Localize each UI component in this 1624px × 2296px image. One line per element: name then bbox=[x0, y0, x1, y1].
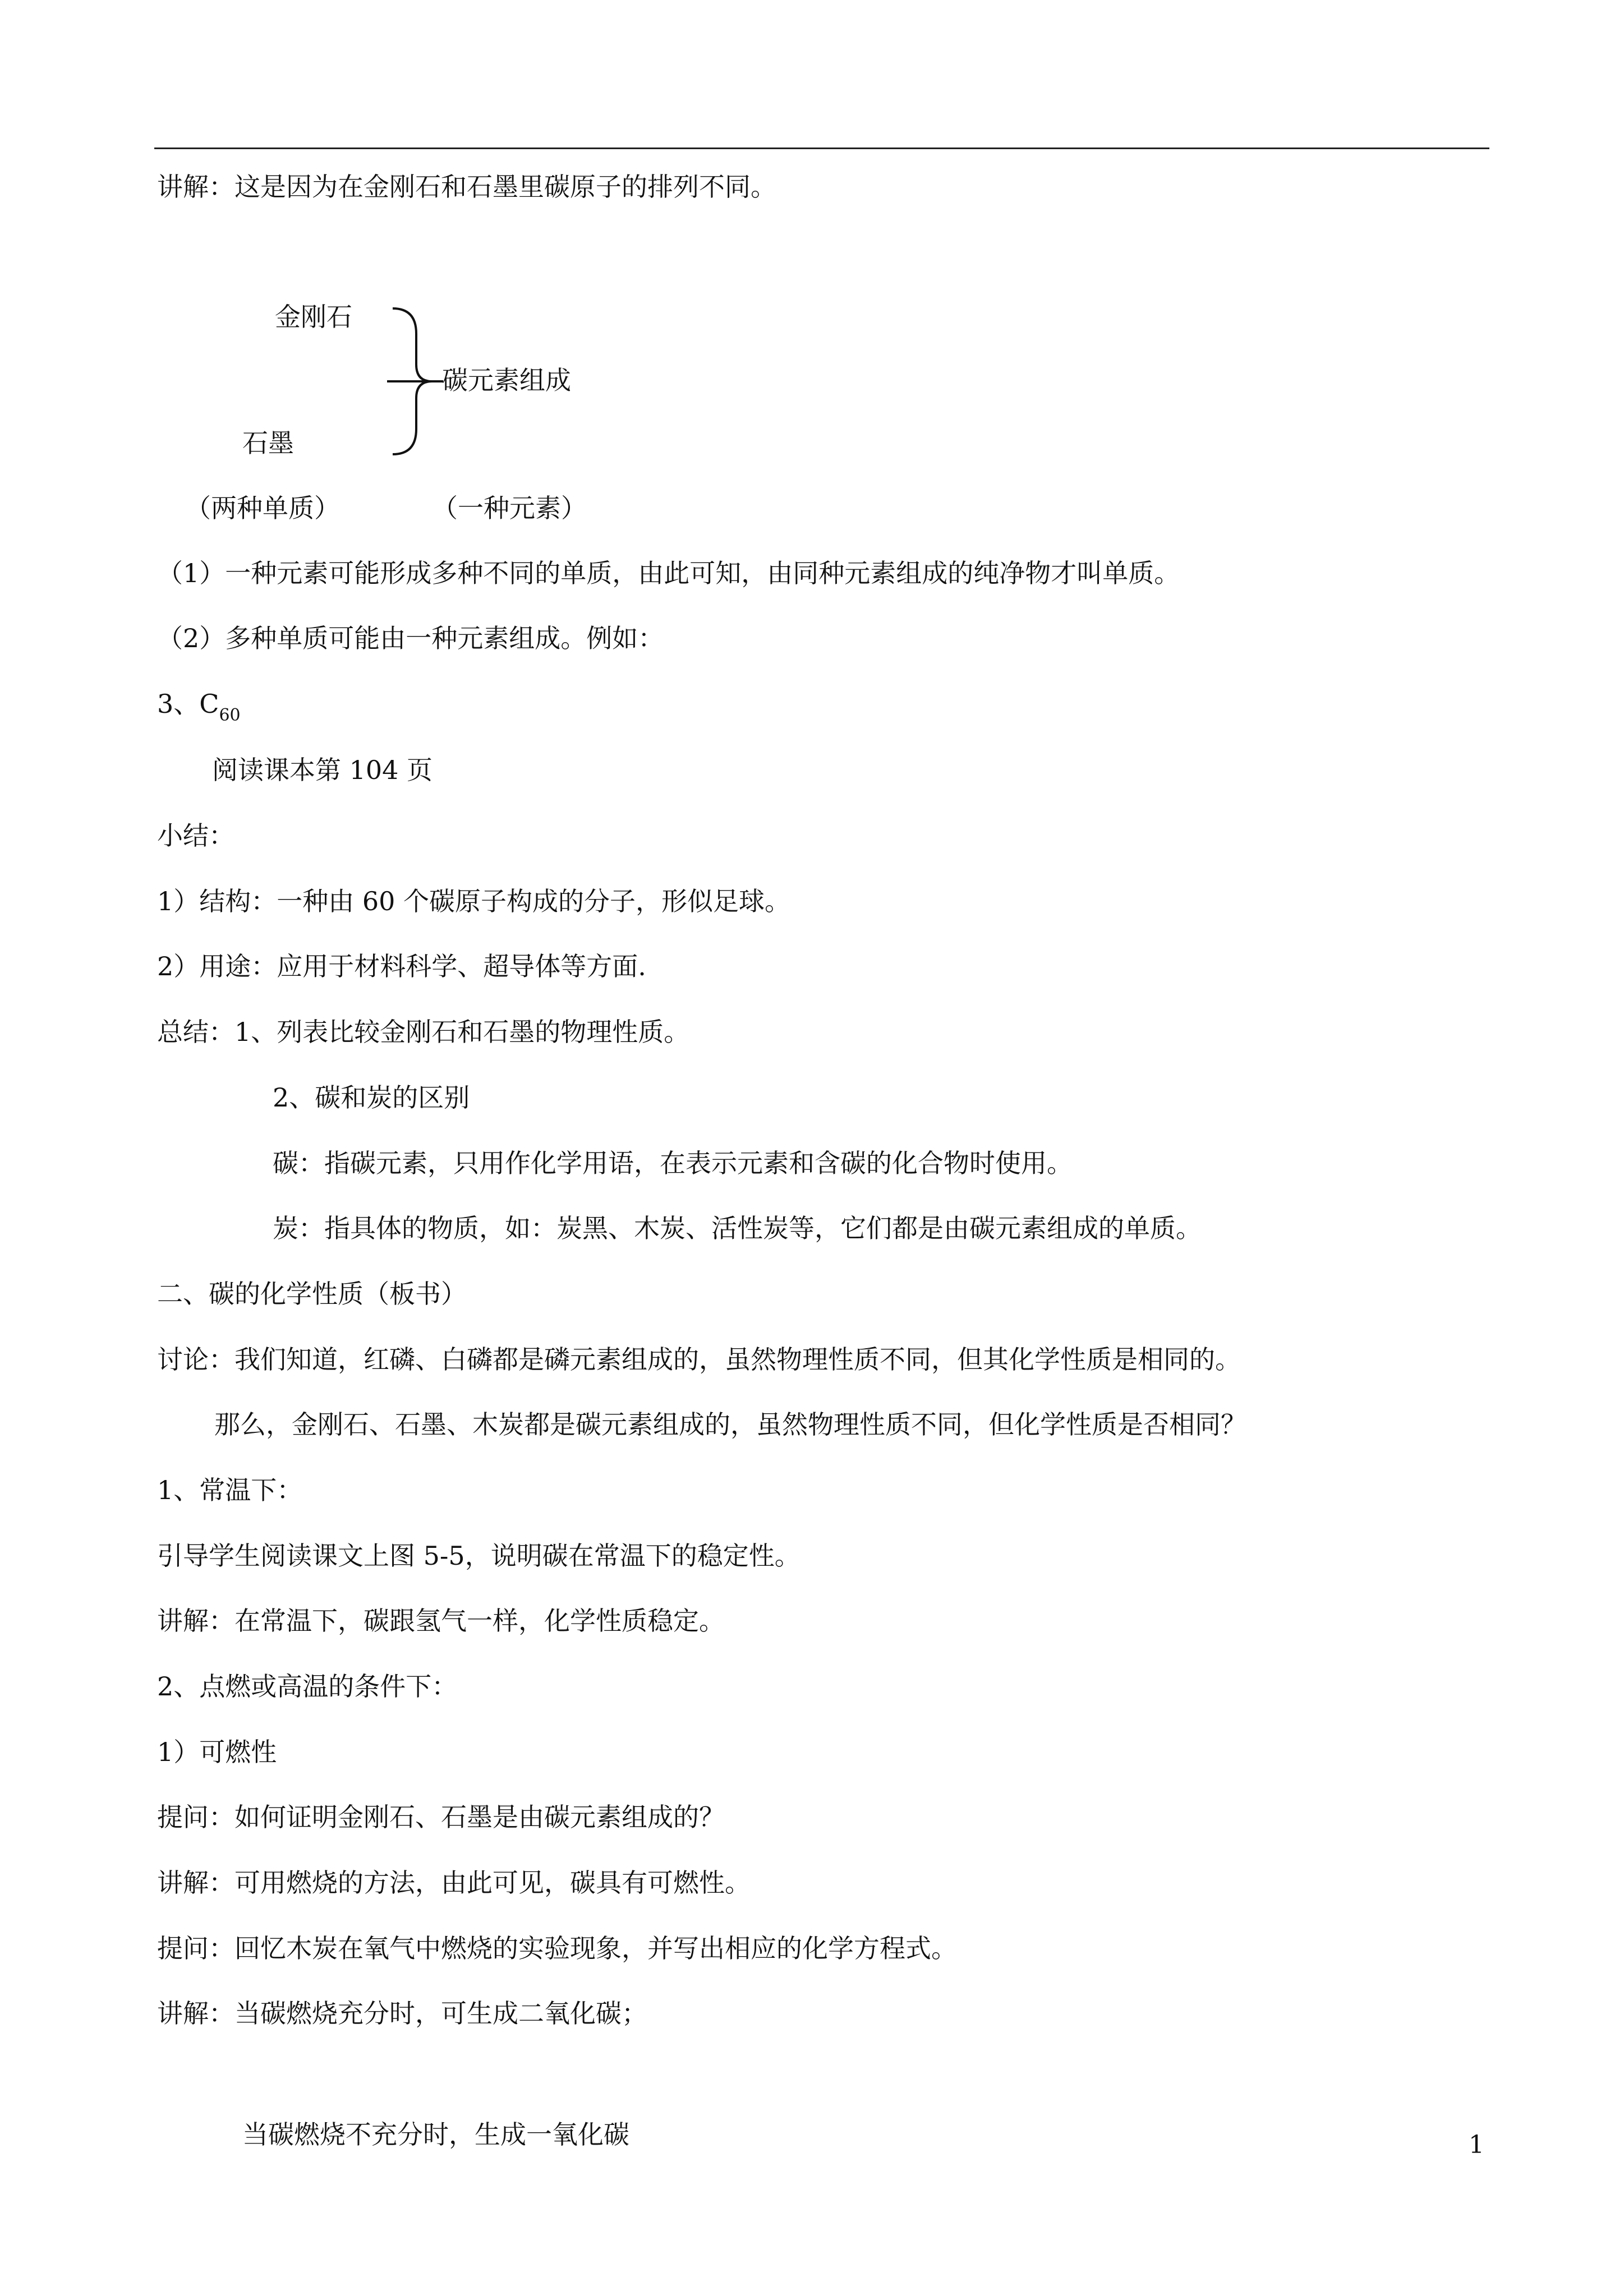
text-line: 小结： bbox=[157, 820, 234, 851]
diagram-label-diamond: 金刚石 bbox=[275, 302, 352, 332]
text-line: 那么，金刚石、石墨、木炭都是碳元素组成的，虽然物理性质不同，但化学性质是否相同？ bbox=[214, 1409, 1246, 1440]
text-line: 碳：指碳元素，只用作化学用语，在表示元素和含碳的化合物时使用。 bbox=[273, 1148, 1073, 1178]
text-line: 2）用途：应用于材料科学、超导体等方面. bbox=[157, 951, 646, 981]
text-line: 讲解：在常温下，碳跟氢气一样，化学性质稳定。 bbox=[157, 1606, 725, 1636]
brace-icon bbox=[0, 0, 1624, 505]
text-line: 1）结构：一种由 60 个碳原子构成的分子，形似足球。 bbox=[157, 886, 791, 916]
text-line: 2、点燃或高温的条件下： bbox=[157, 1671, 458, 1702]
diagram-caption-one-element: （一种元素） bbox=[432, 493, 587, 523]
text-line: 3、$C_{60}$ bbox=[157, 689, 241, 725]
text-line: 引导学生阅读课文上图 5-5，说明碳在常温下的稳定性。 bbox=[157, 1541, 801, 1571]
text-line: 2、碳和炭的区别 bbox=[273, 1082, 470, 1113]
page-number: 1 bbox=[1469, 2131, 1484, 2159]
text-line: 讲解：可用燃烧的方法，由此可见，碳具有可燃性。 bbox=[157, 1868, 751, 1898]
text-line: 提问：回忆木炭在氧气中燃烧的实验现象，并写出相应的化学方程式。 bbox=[157, 1933, 957, 1963]
text-line: 1）可燃性 bbox=[157, 1737, 277, 1767]
text-line: 提问：如何证明金刚石、石墨是由碳元素组成的？ bbox=[157, 1802, 725, 1832]
diagram-caption-two-substances: （两种单质） bbox=[185, 493, 340, 523]
text-line: 讲解：这是因为在金刚石和石墨里碳原子的排列不同。 bbox=[157, 172, 776, 202]
section-heading: 二、碳的化学性质（板书） bbox=[157, 1279, 467, 1309]
diagram-label-element: 碳元素组成 bbox=[442, 365, 571, 395]
text-line: 阅读课本第 104 页 bbox=[212, 755, 433, 785]
text-line: 炭：指具体的物质，如：炭黑、木炭、活性炭等，它们都是由碳元素组成的单质。 bbox=[273, 1213, 1202, 1243]
text-line: 当碳燃烧不充分时，生成一氧化碳 bbox=[242, 2119, 629, 2150]
text-line: 讲解：当碳燃烧充分时，可生成二氧化碳； bbox=[157, 1998, 647, 2028]
diagram-label-graphite: 石墨 bbox=[242, 428, 294, 458]
text-line: （1）一种元素可能形成多种不同的单质，由此可知，由同种元素组成的纯净物才叫单质。 bbox=[157, 558, 1180, 588]
text-line: （2）多种单质可能由一种元素组成。例如： bbox=[157, 623, 664, 653]
text-line: 总结：1、列表比较金刚石和石墨的物理性质。 bbox=[157, 1017, 690, 1047]
text-line: 1、常温下： bbox=[157, 1475, 303, 1505]
text-line: 讨论：我们知道，红磷、白磷都是磷元素组成的，虽然物理性质不同，但其化学性质是相同的。 bbox=[157, 1344, 1241, 1375]
